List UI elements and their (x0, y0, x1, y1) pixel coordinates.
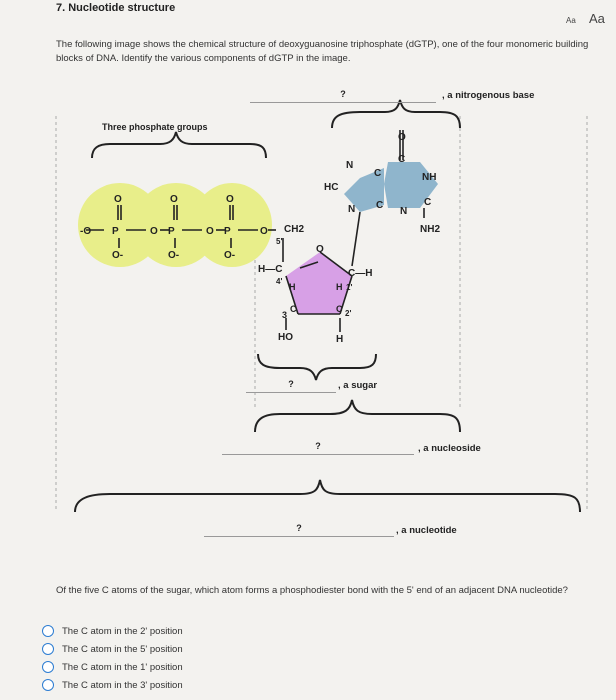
svg-text:3: 3 (282, 310, 288, 320)
svg-text:P: P (112, 226, 119, 237)
svg-text:C: C (424, 197, 432, 208)
svg-text:N: N (400, 206, 408, 217)
font-size-decrease-button[interactable]: Aa (566, 16, 576, 25)
svg-text:CH2: CH2 (284, 224, 305, 235)
radio-button[interactable] (42, 643, 54, 655)
svg-text:N: N (346, 160, 354, 171)
svg-text:P: P (224, 226, 231, 237)
svg-text:H: H (336, 282, 343, 292)
svg-text:HO: HO (278, 332, 293, 343)
phosphate-groups-label: Three phosphate groups (102, 122, 208, 132)
svg-text:P: P (168, 226, 175, 237)
svg-text:H—C: H—C (258, 264, 283, 275)
answer-option[interactable] (42, 625, 183, 637)
svg-text:O: O (226, 194, 234, 205)
svg-text:O-: O- (224, 250, 236, 261)
svg-text:1': 1' (346, 283, 353, 292)
svg-text:N: N (348, 204, 356, 215)
svg-text:H: H (289, 282, 296, 292)
nucleoside-answer-blank[interactable]: ? (222, 440, 414, 455)
answer-option-label: The C atom in the 3' position (62, 679, 183, 691)
svg-text:NH: NH (422, 172, 437, 183)
svg-text:O-: O- (112, 250, 124, 261)
radio-button[interactable] (42, 625, 54, 637)
nucleoside-label: , a nucleoside (418, 443, 481, 454)
svg-text:5': 5' (276, 237, 283, 246)
radio-button[interactable] (42, 661, 54, 673)
font-size-increase-button[interactable]: Aa (589, 11, 605, 26)
base-bracket (332, 100, 460, 128)
svg-text:C: C (376, 200, 384, 211)
base-answer-blank[interactable]: ? (250, 88, 436, 103)
svg-text:O: O (206, 226, 214, 237)
svg-text:4': 4' (276, 277, 283, 286)
answer-option[interactable] (42, 643, 183, 655)
sugar-answer-blank[interactable]: ? (246, 378, 336, 393)
svg-text:O: O (260, 226, 268, 237)
svg-text:O: O (316, 244, 324, 255)
answer-option[interactable] (42, 661, 183, 673)
sugar-bracket (258, 354, 376, 380)
svg-text:HC: HC (324, 182, 339, 193)
answer-option[interactable] (42, 679, 183, 691)
svg-text:C: C (374, 168, 382, 179)
svg-text:C: C (398, 154, 406, 165)
svg-text:C: C (290, 304, 297, 314)
svg-text:O: O (398, 132, 406, 143)
nucleotide-label: , a nucleotide (396, 525, 457, 536)
sugar-label: , a sugar (338, 380, 378, 391)
base-label: , a nitrogenous base (442, 90, 535, 101)
answer-option-label: The C atom in the 2' position (62, 625, 183, 637)
intro-text: The following image shows the chemical structure of deoxyguanosine triphosphate (dGTP), one of the four monomeric building blocks of DNA. Identify the various components of dGTP in the image. (56, 39, 589, 64)
svg-text:O: O (150, 226, 158, 237)
question-text: Of the five C atoms of the sugar, which atom forms a phosphodiester bond with the 5' end of an adjacent DNA nucleotide? (56, 585, 568, 596)
svg-text:O: O (114, 194, 122, 205)
question-title: 7. Nucleotide structure (56, 2, 176, 14)
svg-text:-O: -O (80, 226, 92, 237)
svg-text:C: C (336, 304, 343, 314)
radio-button[interactable] (42, 679, 54, 691)
nucleotide-bracket (75, 480, 580, 512)
nucleoside-bracket (255, 400, 460, 432)
svg-text:O: O (170, 194, 178, 205)
nucleotide-answer-blank[interactable]: ? (204, 522, 394, 537)
svg-text:NH2: NH2 (420, 224, 441, 235)
svg-text:2': 2' (345, 309, 352, 318)
svg-text:H: H (336, 334, 344, 345)
answer-option-label: The C atom in the 5' position (62, 643, 183, 655)
answer-option-label: The C atom in the 1' position (62, 661, 183, 673)
svg-text:C—H: C—H (348, 268, 373, 279)
svg-text:O-: O- (168, 250, 180, 261)
phosphate-bracket (92, 132, 266, 158)
